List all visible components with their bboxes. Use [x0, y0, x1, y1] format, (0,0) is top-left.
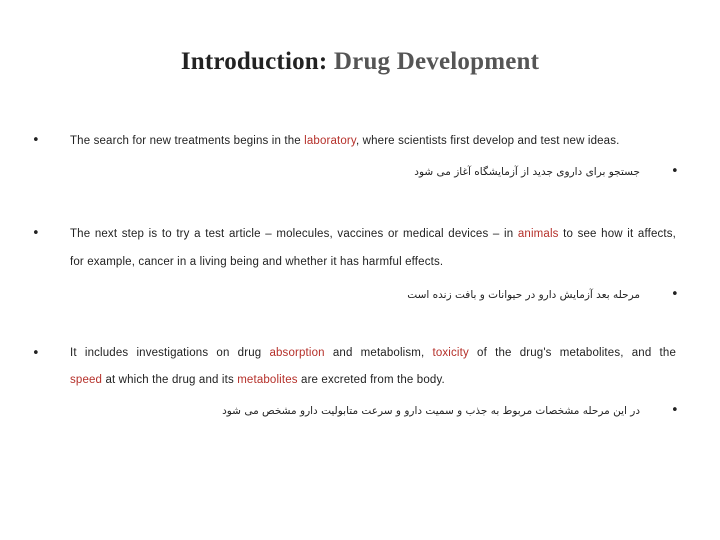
bullet-3-en-e: are excreted from the body. — [297, 374, 445, 386]
bullet-2-highlight-animals: animals — [517, 228, 559, 240]
title-accent: Drug Development — [333, 48, 540, 75]
bullet-2-fa-text: مرحله بعد آزمایش دارو در حیوانات و بافت زنده است — [407, 289, 640, 301]
bullet-1-en-marker: • — [32, 133, 40, 148]
title-main: Introduction: — [180, 48, 328, 75]
bullet-3-highlight-speed: speed — [70, 374, 103, 386]
bullet-3-highlight-absorption: absorption — [269, 347, 325, 359]
bullet-3-en-b: and metabolism, — [324, 347, 433, 359]
bullet-3-en-c: of the drug's metabolites, and the — [468, 347, 676, 359]
bullet-1-en-b: , where scientists first develop and test new ideas. — [355, 135, 620, 147]
bullet-3-en-marker: • — [32, 346, 40, 361]
bullet-3-fa-marker: • — [671, 403, 679, 418]
bullet-1-fa-text: جستجو برای داروی جدید از آزمایشگاه آغاز می شود — [414, 166, 640, 178]
bullet-3-en-a: It includes investigations on drug — [70, 347, 270, 359]
bullet-1-highlight-laboratory: laboratory — [304, 135, 356, 147]
bullet-1-en-a: The search for new treatments begins in the — [70, 135, 305, 147]
bullet-3-highlight-toxicity: toxicity — [432, 347, 469, 359]
bullet-3-en-line2 — [70, 374, 445, 386]
slide-title — [0, 48, 720, 76]
bullet-3-en-text — [70, 347, 676, 359]
bullet-1-fa-marker: • — [671, 164, 679, 179]
bullet-3-highlight-metabolites: metabolites — [237, 374, 298, 386]
bullet-2-en-a: The next step is to try a test article – molecules, vaccines or medical devices – in — [70, 228, 518, 240]
bullet-3-fa-text: در این مرحله مشخصات مربوط به جذب و سمیت دارو و سرعت متابولیت دارو مشخص می شود — [222, 405, 640, 417]
bullet-2-en-line2: for example, cancer in a living being and whether it has harmful effects. — [70, 256, 444, 268]
bullet-2-en-marker: • — [32, 226, 40, 241]
bullet-2-en-text — [70, 228, 676, 240]
bullet-2-en-b: to see how it affects, — [558, 228, 676, 240]
bullet-2-fa-marker: • — [671, 287, 679, 302]
bullet-1-en-text — [70, 135, 619, 147]
bullet-3-en-d: at which the drug and its — [102, 374, 238, 386]
